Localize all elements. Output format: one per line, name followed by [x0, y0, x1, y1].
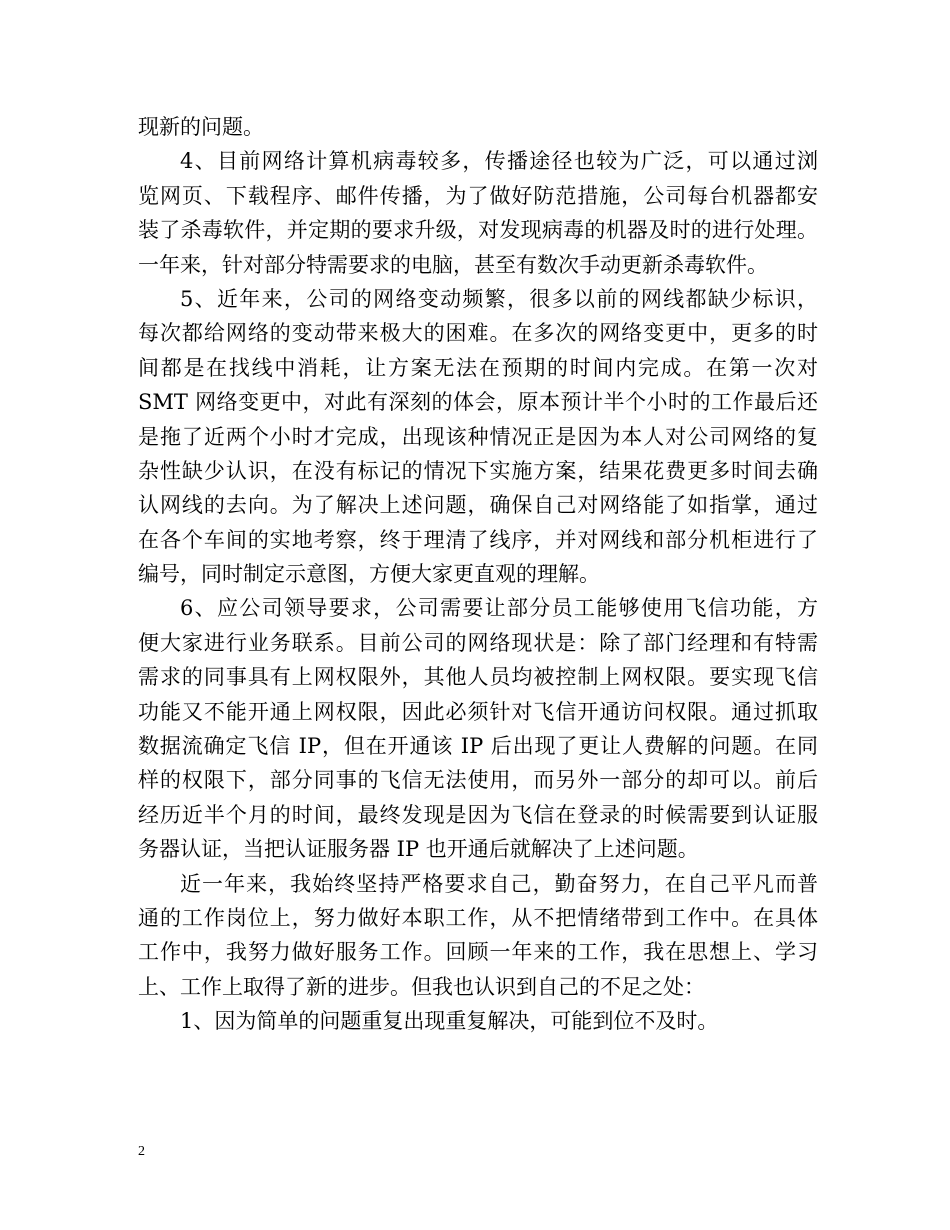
- text-line: 每次都给网络的变动带来极大的困难。在多次的网络变更中，更多的时: [138, 321, 818, 346]
- text-line: 5、近年来，公司的网络变动频繁，很多以前的网线都缺少标识，: [180, 286, 818, 311]
- text-line: SMT 网络变更中，对此有深刻的体会，原本预计半个小时的工作最后还: [138, 390, 818, 415]
- text-line: 一年来，针对部分特需要求的电脑，甚至有数次手动更新杀毒软件。: [138, 252, 768, 277]
- page-number: 2: [138, 1144, 145, 1159]
- text-line: 需求的同事具有上网权限外，其他人员均被控制上网权限。要实现飞信: [138, 665, 818, 690]
- text-line: 工作中，我努力做好服务工作。回顾一年来的工作，我在思想上、学习: [138, 940, 818, 965]
- text-line: 编号，同时制定示意图，方便大家更直观的理解。: [138, 562, 600, 587]
- text-line: 间都是在找线中消耗，让方案无法在预期的时间内完成。在第一次对: [138, 355, 818, 380]
- text-line: 杂性缺少认识，在没有标记的情况下实施方案，结果花费更多时间去确: [138, 458, 818, 483]
- text-line: 览网页、下载程序、邮件传播，为了做好防范措施，公司每台机器都安: [138, 183, 818, 208]
- text-line: 是拖了近两个小时才完成，出现该种情况正是因为本人对公司网络的复: [138, 424, 818, 449]
- text-line: 4、目前网络计算机病毒较多，传播途径也较为广泛，可以通过浏: [180, 149, 818, 174]
- text-line: 上、工作上取得了新的进步。但我也认识到自己的不足之处：: [138, 974, 705, 999]
- text-line: 6、应公司领导要求，公司需要让部分员工能够使用飞信功能，方: [180, 596, 818, 621]
- text-line: 样的权限下，部分同事的飞信无法使用，而另外一部分的却可以。前后: [138, 768, 818, 793]
- text-line: 功能又不能开通上网权限，因此必须针对飞信开通访问权限。通过抓取: [138, 699, 818, 724]
- text-line: 1、因为简单的问题重复出现重复解决，可能到位不及时。: [180, 1009, 719, 1034]
- document-body: [138, 110, 818, 1039]
- text-line: 装了杀毒软件，并定期的要求升级，对发现病毒的机器及时的进行处理。: [138, 218, 818, 243]
- text-line: 便大家进行业务联系。目前公司的网络现状是：除了部门经理和有特需: [138, 630, 818, 655]
- text-line: 认网线的去向。为了解决上述问题，确保自己对网络能了如指掌，通过: [138, 493, 818, 518]
- text-line: 通的工作岗位上，努力做好本职工作，从不把情绪带到工作中。在具体: [138, 905, 818, 930]
- text-line: 经历近半个月的时间，最终发现是因为飞信在登录的时候需要到认证服: [138, 802, 818, 827]
- text-line: 务器认证，当把认证服务器 IP 也开通后就解决了上述问题。: [138, 837, 699, 862]
- text-line: 在各个车间的实地考察，终于理清了线序，并对网线和部分机柜进行了: [138, 527, 818, 552]
- text-line: 近一年来，我始终坚持严格要求自己，勤奋努力，在自己平凡而普: [180, 871, 818, 896]
- text-line: 现新的问题。: [138, 115, 264, 139]
- text-line: 数据流确定飞信 IP，但在开通该 IP 后出现了更让人费解的问题。在同: [138, 734, 818, 759]
